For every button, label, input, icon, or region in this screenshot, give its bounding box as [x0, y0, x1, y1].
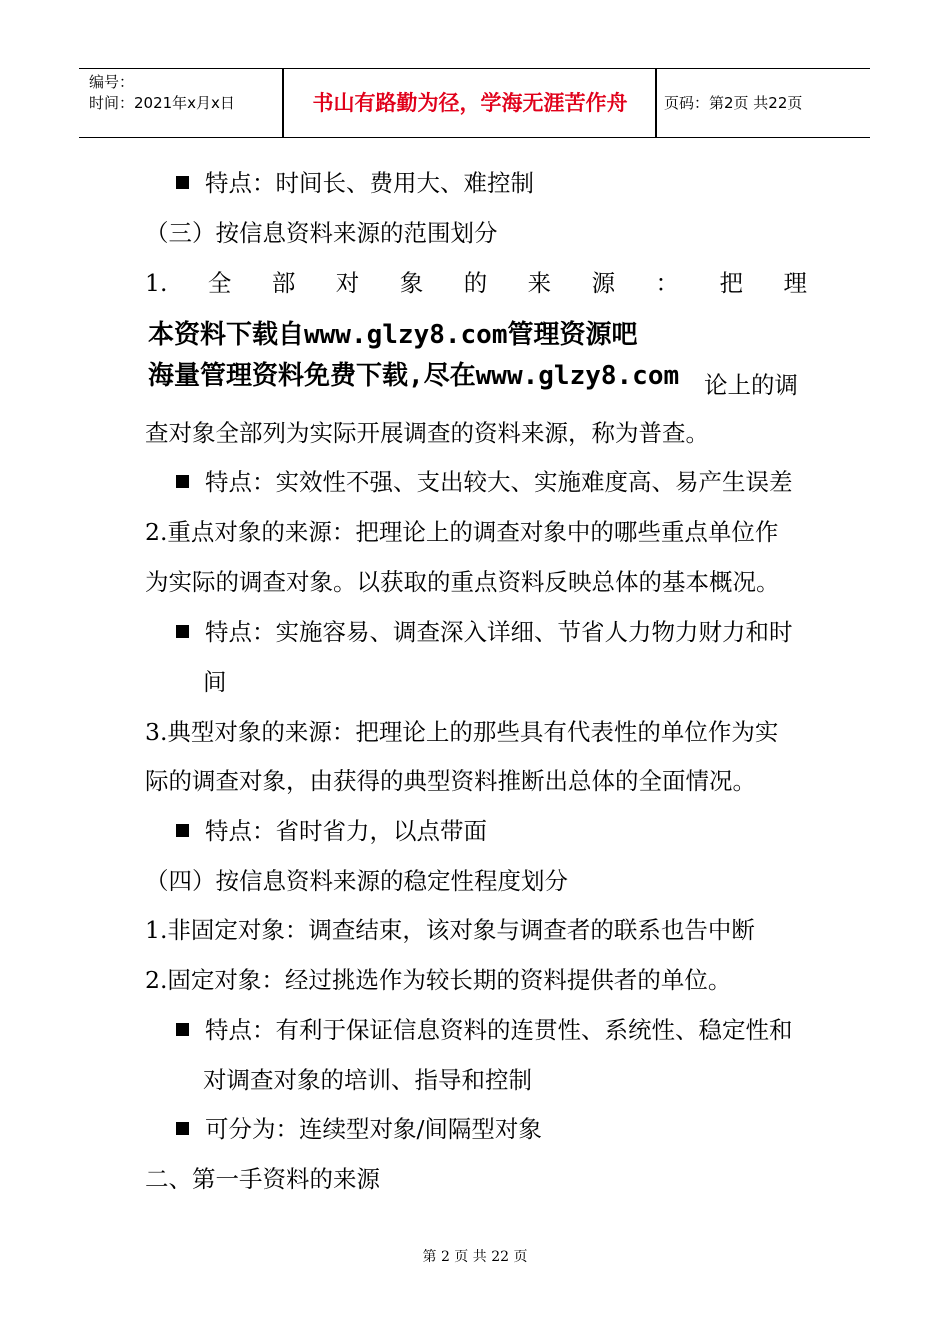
- bullet-line: 特点：实效性不强、支出较大、实施难度高、易产生误差: [176, 467, 793, 497]
- watermark-text: 本资料下载自www.glzy8.com管理资源吧: [148, 320, 638, 350]
- bullet-line: 特点：实施容易、调查深入详细、节省人力物力财力和时: [176, 617, 793, 647]
- section-heading: （三）按信息资料来源的范围划分: [145, 219, 498, 247]
- square-bullet-icon: [176, 1122, 189, 1135]
- section-heading: （四）按信息资料来源的稳定性程度划分: [145, 867, 568, 895]
- section-heading: 二、第一手资料的来源: [145, 1165, 380, 1193]
- bullet-line: 特点：时间长、费用大、难控制: [176, 168, 534, 198]
- header-number-label: 编号：: [89, 73, 135, 91]
- text-line: 2.重点对象的来源：把理论上的调查对象中的哪些重点单位作: [145, 518, 779, 546]
- text-line: 查对象全部列为实际开展调查的资料来源，称为普查。: [145, 419, 709, 447]
- header-page-info: 页码：第2页 共22页: [664, 94, 803, 112]
- header-date: 时间：2021年x月x日: [89, 94, 235, 112]
- watermark-text: 海量管理资料免费下载,尽在www.glzy8.com: [148, 361, 680, 391]
- spread-text-line: 1. 全 部 对 象 的 来 源 ： 把 理: [145, 269, 807, 297]
- square-bullet-icon: [176, 824, 189, 837]
- text-line: 2.固定对象：经过挑选作为较长期的资料提供者的单位。: [145, 966, 732, 994]
- header-divider: [655, 69, 657, 137]
- square-bullet-icon: [176, 176, 189, 189]
- document-header: [79, 68, 870, 138]
- text-line: 3.典型对象的来源：把理论上的那些具有代表性的单位作为实: [145, 718, 779, 746]
- text-line: 间: [203, 668, 227, 696]
- bullet-line: 特点：省时省力，以点带面: [176, 816, 487, 846]
- header-meta: [89, 72, 235, 114]
- text-line: 对调查对象的培训、指导和控制: [203, 1066, 532, 1094]
- square-bullet-icon: [176, 475, 189, 488]
- bullet-line: 可分为：连续型对象/间隔型对象: [176, 1114, 542, 1144]
- page-footer: 第 2 页 共 22 页: [422, 1249, 528, 1265]
- text-line: 际的调查对象，由获得的典型资料推断出总体的全面情况。: [145, 767, 756, 795]
- text-line: 为实际的调查对象。以获取的重点资料反映总体的基本概况。: [145, 568, 780, 596]
- bullet-line: 特点：有利于保证信息资料的连贯性、系统性、稳定性和: [176, 1015, 793, 1045]
- square-bullet-icon: [176, 625, 189, 638]
- square-bullet-icon: [176, 1023, 189, 1036]
- header-motto: 书山有路勤为径，学海无涯苦作舟: [312, 91, 628, 115]
- text-line: 论上的调: [704, 371, 798, 399]
- text-line: 1.非固定对象：调查结束，该对象与调查者的联系也告中断: [145, 916, 755, 944]
